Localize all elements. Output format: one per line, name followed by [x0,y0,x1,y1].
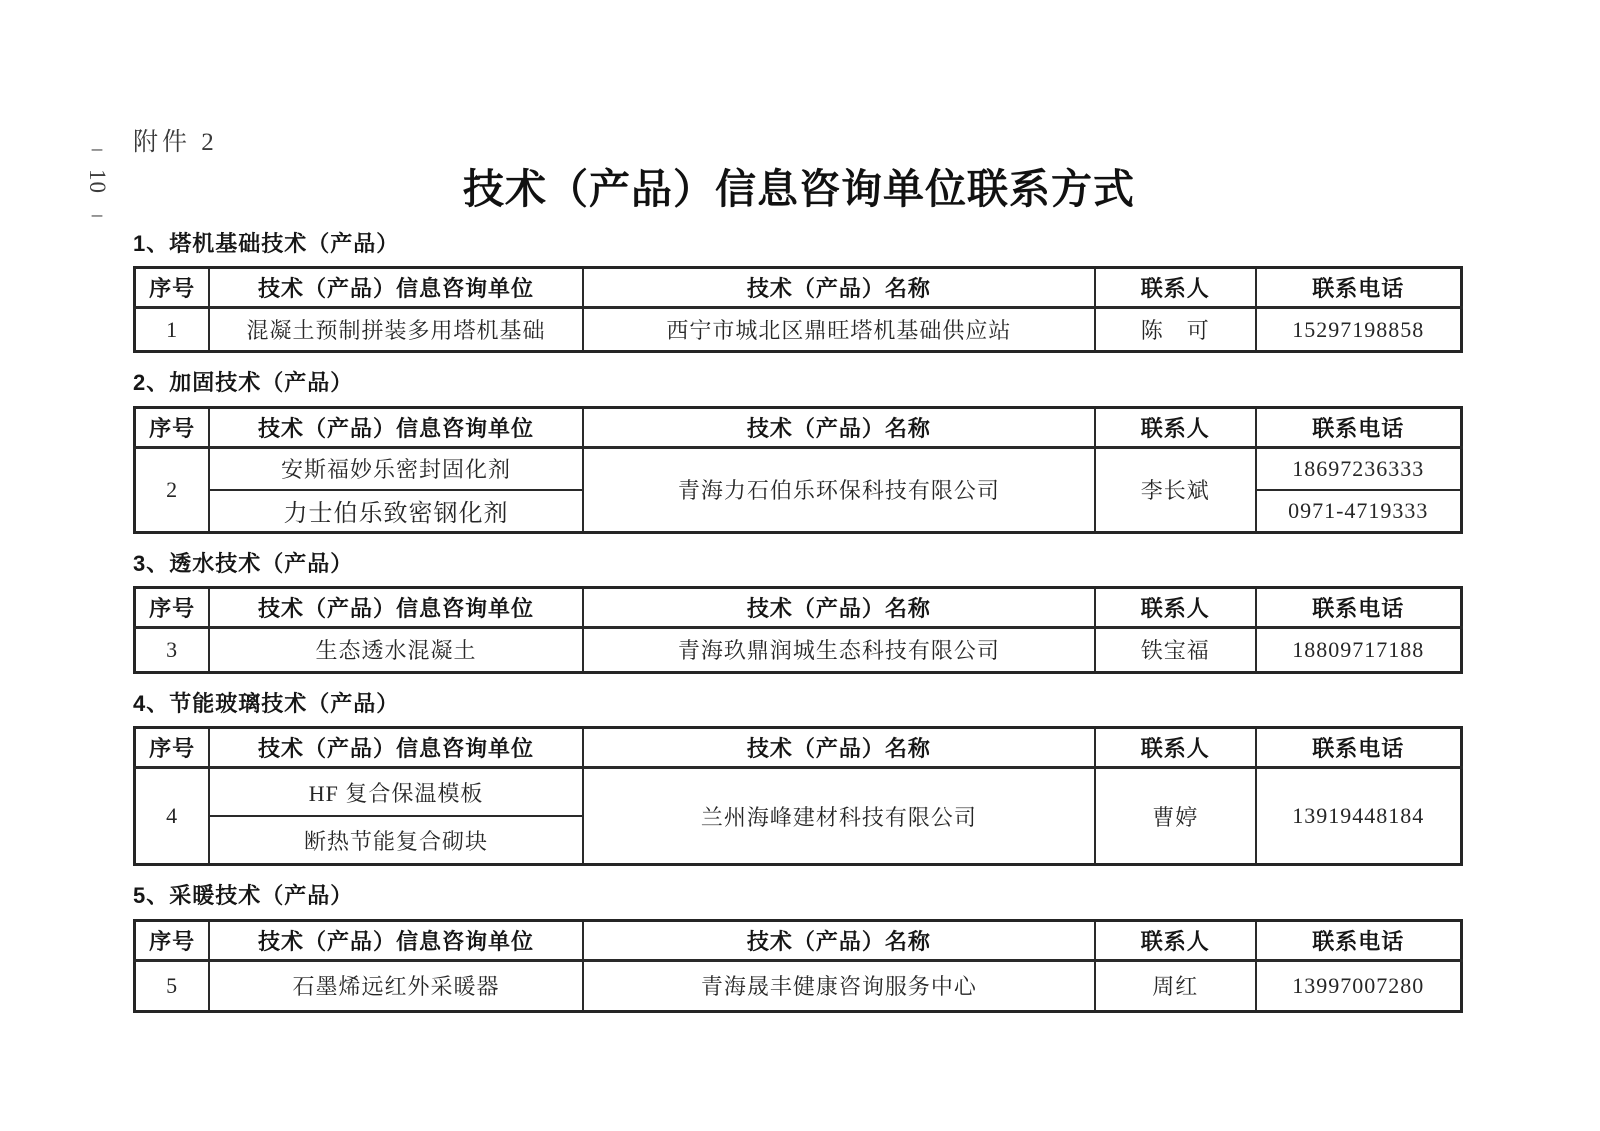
header-contact: 联系人 [1095,587,1256,627]
cell-contact: 陈 可 [1095,308,1256,352]
table-row [135,960,1462,1011]
header-serial: 序号 [135,920,210,960]
cell-unit-1: 安斯福妙乐密封固化剂 [209,447,582,490]
header-unit: 技术（产品）信息咨询单位 [209,268,582,308]
section-label-4: 4、节能玻璃技术（产品） [133,690,400,716]
cell-unit-2: 断热节能复合砌块 [209,816,582,865]
table-row [135,447,1462,490]
header-phone: 联系电话 [1256,407,1462,447]
header-name: 技术（产品）名称 [583,728,1095,768]
header-unit: 技术（产品）信息咨询单位 [209,728,582,768]
contact-table-3 [133,586,1463,674]
header-unit: 技术（产品）信息咨询单位 [209,407,582,447]
cell-name: 青海力石伯乐环保科技有限公司 [583,447,1095,532]
document-content [133,0,1465,1013]
header-contact: 联系人 [1095,920,1256,960]
section-label-2: 2、加固技术（产品） [133,370,354,396]
cell-name: 青海晟丰健康咨询服务中心 [583,960,1095,1011]
contact-table-4 [133,726,1463,866]
header-phone: 联系电话 [1256,268,1462,308]
cell-phone: 13997007280 [1256,960,1462,1011]
section-label-1: 1、塔机基础技术（产品） [133,231,400,257]
cell-serial: 2 [135,447,210,532]
contact-table-2 [133,406,1463,534]
cell-unit: 石墨烯远红外采暖器 [209,960,582,1011]
table-header-row [135,728,1462,768]
page-number-digits: 10 [84,169,110,194]
page-number [84,138,110,225]
cell-contact: 铁宝福 [1095,627,1256,672]
cell-unit-1: HF 复合保温模板 [209,768,582,817]
header-name: 技术（产品）名称 [583,920,1095,960]
cell-name: 兰州海峰建材科技有限公司 [583,768,1095,865]
header-unit: 技术（产品）信息咨询单位 [209,920,582,960]
header-name: 技术（产品）名称 [583,587,1095,627]
header-name: 技术（产品）名称 [583,407,1095,447]
table-header-row [135,407,1462,447]
header-contact: 联系人 [1095,268,1256,308]
header-phone: 联系电话 [1256,587,1462,627]
cell-phone-1: 18697236333 [1256,447,1462,490]
cell-serial: 5 [135,960,210,1011]
header-serial: 序号 [135,587,210,627]
header-unit: 技术（产品）信息咨询单位 [209,587,582,627]
header-phone: 联系电话 [1256,728,1462,768]
cell-unit: 生态透水混凝土 [209,627,582,672]
document-title: 技术（产品）信息咨询单位联系方式 [463,166,1135,212]
contact-table-5 [133,919,1463,1013]
cell-unit-2: 力士伯乐致密钢化剂 [209,490,582,533]
cell-phone: 15297198858 [1256,308,1462,352]
cell-serial: 4 [135,768,210,865]
header-serial: 序号 [135,728,210,768]
cell-name: 西宁市城北区鼎旺塔机基础供应站 [583,308,1095,352]
header-phone: 联系电话 [1256,920,1462,960]
cell-phone: 18809717188 [1256,627,1462,672]
page-number-dash-bottom: – [91,202,103,226]
attachment-label: 附件 2 [133,129,218,156]
header-name: 技术（产品）名称 [583,268,1095,308]
cell-unit: 混凝土预制拼装多用塔机基础 [209,308,582,352]
cell-serial: 1 [135,308,210,352]
cell-contact: 李长斌 [1095,447,1256,532]
cell-phone-2: 0971-4719333 [1256,490,1462,533]
cell-contact: 曹婷 [1095,768,1256,865]
section-label-5: 5、采暖技术（产品） [133,883,354,909]
cell-serial: 3 [135,627,210,672]
cell-contact: 周红 [1095,960,1256,1011]
table-row [135,768,1462,817]
header-contact: 联系人 [1095,728,1256,768]
table-header-row [135,268,1462,308]
header-contact: 联系人 [1095,407,1256,447]
table-row [135,627,1462,672]
table-header-row [135,587,1462,627]
section-label-3: 3、透水技术（产品） [133,550,354,576]
table-header-row [135,920,1462,960]
header-serial: 序号 [135,268,210,308]
cell-phone: 13919448184 [1256,768,1462,865]
contact-table-1 [133,266,1463,353]
page-number-dash-top: – [91,136,103,160]
header-serial: 序号 [135,407,210,447]
cell-name: 青海玖鼎润城生态科技有限公司 [583,627,1095,672]
table-row [135,308,1462,352]
